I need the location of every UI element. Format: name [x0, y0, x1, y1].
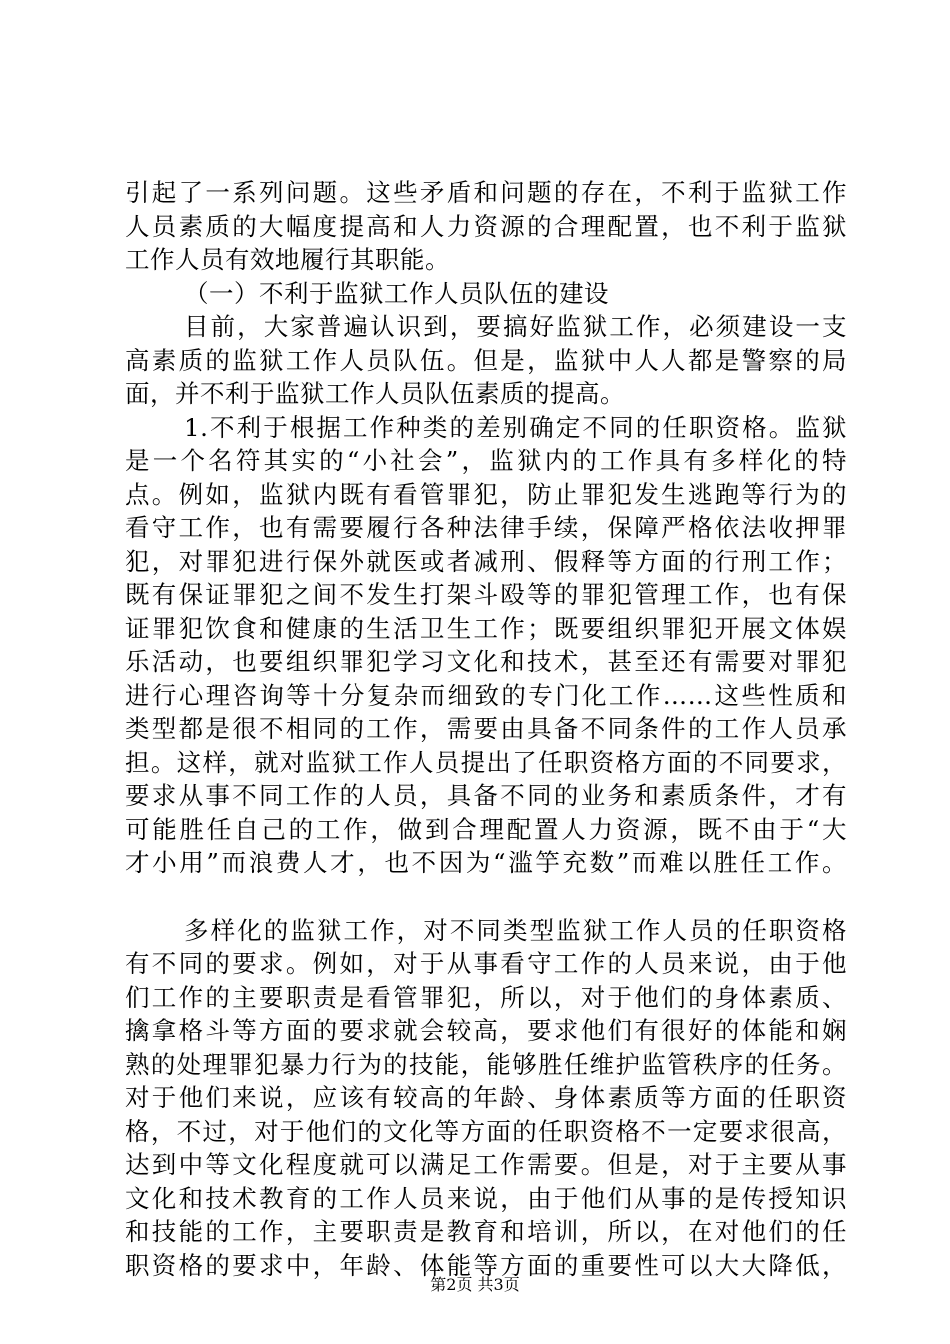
text-line: 和技能的工作，主要职责是教育和培训，所以，在对他们的任 — [125, 1217, 847, 1246]
text-line: 高素质的监狱工作人员队伍。但是，监狱中人人都是警察的局 — [125, 345, 847, 375]
body-text — [125, 176, 847, 1282]
text-line: 犯，对罪犯进行保外就医或者减刑、假释等方面的行刑工作； — [125, 546, 847, 576]
text-line: 职资格的要求中，年龄、体能等方面的重要性可以大大降低， — [125, 1250, 847, 1280]
text-line: 达到中等文化程度就可以满足工作需要。但是，对于主要从事 — [125, 1150, 847, 1179]
text-line: 有不同的要求。例如，对于从事看守工作的人员来说，由于他 — [125, 949, 847, 978]
text-line: 引起了一系列问题。这些矛盾和问题的存在，不利于监狱工作 — [125, 178, 847, 207]
text-line: 熟的处理罪犯暴力行为的技能，能够胜任维护监管秩序的任务。 — [125, 1049, 847, 1079]
text-line: 类型都是很不相同的工作，需要由具备不同条件的工作人员承 — [125, 714, 847, 743]
text-line: 证罪犯饮食和健康的生活卫生工作；既要组织罪犯开展文体娱 — [125, 613, 847, 643]
text-line: 进行心理咨询等十分复杂而细致的专门化工作……这些性质和 — [125, 680, 847, 710]
text-line: 擒拿格斗等方面的要求就会较高，要求他们有很好的体能和娴 — [125, 1016, 847, 1045]
text-line: 面，并不利于监狱工作人员队伍素质的提高。 — [125, 379, 625, 408]
blank-line — [125, 880, 847, 914]
text-line: 格，不过，对于他们的文化等方面的任职资格不一定要求很高， — [125, 1116, 847, 1146]
text-line: 人员素质的大幅度提高和人力资源的合理配置，也不利于监狱 — [125, 211, 847, 241]
text-line: 点。例如，监狱内既有看管罪犯，防止罪犯发生逃跑等行为的 — [125, 479, 847, 509]
text-line: 文化和技术教育的工作人员来说，由于他们从事的是传授知识 — [125, 1183, 847, 1213]
text-line: 目前，大家普遍认识到，要搞好监狱工作，必须建设一支 — [184, 312, 847, 341]
text-line: 对于他们来说，应该有较高的年龄、身体素质等方面的任职资 — [125, 1083, 847, 1112]
text-line: 看守工作，也有需要履行各种法律手续，保障严格依法收押罪 — [125, 513, 847, 542]
text-line: （一）不利于监狱工作人员队伍的建设 — [184, 278, 609, 308]
text-line: 才小用”而浪费人才，也不因为“滥竽充数”而难以胜任工作。 — [125, 848, 847, 877]
text-line: 多样化的监狱工作，对不同类型监狱工作人员的任职资格 — [184, 915, 847, 945]
text-line: 1.不利于根据工作种类的差别确定不同的任职资格。监狱 — [184, 412, 847, 442]
text-line: 乐活动，也要组织罪犯学习文化和技术，甚至还有需要对罪犯 — [125, 647, 847, 676]
page-footer: 第2页 共3页 — [430, 1275, 520, 1294]
text-line: 是一个名符其实的“小社会”，监狱内的工作具有多样化的特 — [125, 446, 847, 475]
text-line: 担。这样，就对监狱工作人员提出了任职资格方面的不同要求， — [125, 747, 847, 777]
text-line: 们工作的主要职责是看管罪犯，所以，对于他们的身体素质、 — [125, 982, 847, 1012]
text-line: 可能胜任自己的工作，做到合理配置人力资源，既不由于“大 — [125, 814, 847, 844]
text-line: 工作人员有效地履行其职能。 — [125, 245, 450, 274]
text-line: 要求从事不同工作的人员，具备不同的业务和素质条件，才有 — [125, 781, 847, 810]
text-line: 既有保证罪犯之间不发生打架斗殴等的罪犯管理工作，也有保 — [125, 580, 847, 609]
